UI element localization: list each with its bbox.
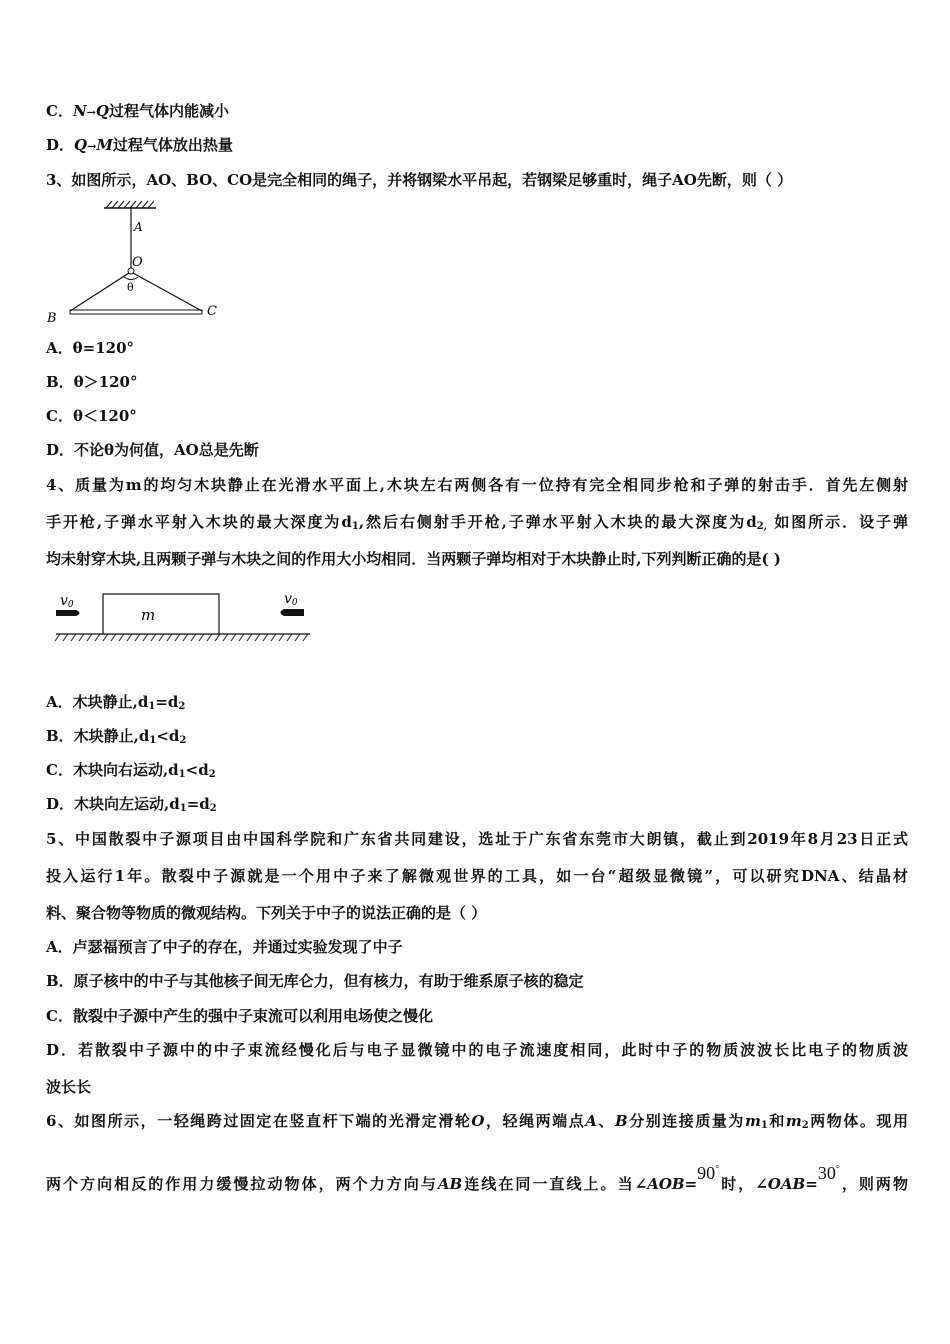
q4-stem-line1: 4、质量为m的均匀木块静止在光滑水平面上,木块左右两侧各有一位持有完全相同步枪和子弹的射击手．首先左侧射 bbox=[46, 476, 908, 494]
right-bullet bbox=[281, 609, 305, 616]
left-v0-label: v0 bbox=[60, 593, 74, 610]
q4-option-c: C．木块向右运动$,d_1<d_2$ bbox=[46, 761, 216, 780]
q3-option-d: D．不论θ为何值，AO总是先断 bbox=[46, 441, 259, 459]
left-bullet bbox=[56, 610, 80, 616]
q5-stem-line2: 投入运行1年。散裂中子源就是一个用中子来了解微观世界的工具，如一台“超级显微镜”，可以研究DNA、结晶材 bbox=[46, 867, 908, 885]
ceiling-hatch bbox=[104, 201, 156, 208]
q6-stem-line2: 两个方向相反的作用力缓慢拉动物体，两个力方向与AB连线在同一直线上。当∠AOB=90°时，∠OAB=30°，则两物 bbox=[46, 1163, 908, 1193]
right-v0-label: v0 bbox=[284, 591, 298, 608]
q5-option-d: D．若散裂中子源中的中子束流经慢化后与电子显微镜中的电子流速度相同，此时中子的物质波波长比电子的物质波 bbox=[46, 1041, 908, 1059]
q3-stem: 3、如图所示，AO、BO、CO是完全相同的绳子，并将钢梁水平吊起，若钢梁足够重时，绳子AO先断，则（ ） bbox=[46, 171, 793, 189]
q2-option-d: D．Q→M过程气体放出热量 bbox=[46, 136, 233, 154]
angle-aob-value: 90° bbox=[697, 1163, 720, 1183]
label-c: C bbox=[207, 304, 217, 319]
q6-stem-line1: 6、如图所示，一轻绳跨过固定在竖直杆下端的光滑定滑轮O，轻绳两端点A、B分别连接质量为$m_1$和$m_2$两物体。现用 bbox=[46, 1112, 908, 1131]
q3-option-a: A．θ=120° bbox=[46, 339, 135, 357]
ground-hatch bbox=[55, 634, 308, 641]
q4-stem-line3: 均未射穿木块,且两颗子弹与木块之间的作用大小均相同．当两颗子弹均相对于木块静止时,下列判断正确的是( ) bbox=[46, 550, 781, 568]
q5-stem-line1: 5、中国散裂中子源项目由中国科学院和广东省共同建设，选址于广东省东莞市大朗镇，截止到2019年8月23日正式 bbox=[46, 830, 908, 848]
steel-beam bbox=[70, 310, 202, 314]
label-a: A bbox=[134, 220, 143, 234]
q4-option-a: A．木块静止$,d_1=d_2$ bbox=[46, 693, 186, 712]
q3-rope-figure bbox=[44, 198, 234, 328]
label-theta: θ bbox=[127, 281, 134, 294]
q5-option-a: A．卢瑟福预言了中子的存在，并通过实验发现了中子 bbox=[46, 938, 403, 956]
q4-option-d: D．木块向左运动$,d_1=d_2$ bbox=[46, 795, 217, 814]
theta-arc bbox=[124, 277, 138, 280]
rope-bo bbox=[70, 273, 129, 311]
rope-co bbox=[133, 273, 202, 311]
q5-stem-line3: 料、聚合物等物质的微观结构。下列关于中子的说法正确的是（ ） bbox=[46, 904, 487, 922]
label-o: O bbox=[132, 255, 143, 270]
wood-block bbox=[103, 594, 219, 634]
angle-oab-value: 30° bbox=[817, 1163, 840, 1183]
label-b: B bbox=[47, 311, 57, 326]
q2-option-c: C．N→Q过程气体内能减小 bbox=[46, 102, 229, 120]
q4-bullet-block-figure bbox=[52, 588, 314, 644]
q5-option-b: B．原子核中的中子与其他核子间无库仑力，但有核力，有助于维系原子核的稳定 bbox=[46, 972, 584, 990]
q3-option-b: B．θ＞120° bbox=[46, 373, 138, 391]
q4-option-b: B．木块静止$,d_1<d_2$ bbox=[46, 727, 187, 746]
q5-option-d-cont: 波长长 bbox=[46, 1078, 92, 1096]
block-label: m bbox=[141, 606, 156, 624]
q5-option-c: C．散裂中子源中产生的强中子束流可以利用电场使之慢化 bbox=[46, 1007, 433, 1025]
q3-option-c: C．θ＜120° bbox=[46, 407, 137, 425]
q4-stem-line2: 手开枪,子弹水平射入木块的最大深度为$d_1$,然后右侧射手开枪,子弹水平射入木块的最大深度为$d_{2,}$ 如图所示．设子弹 bbox=[46, 513, 908, 532]
